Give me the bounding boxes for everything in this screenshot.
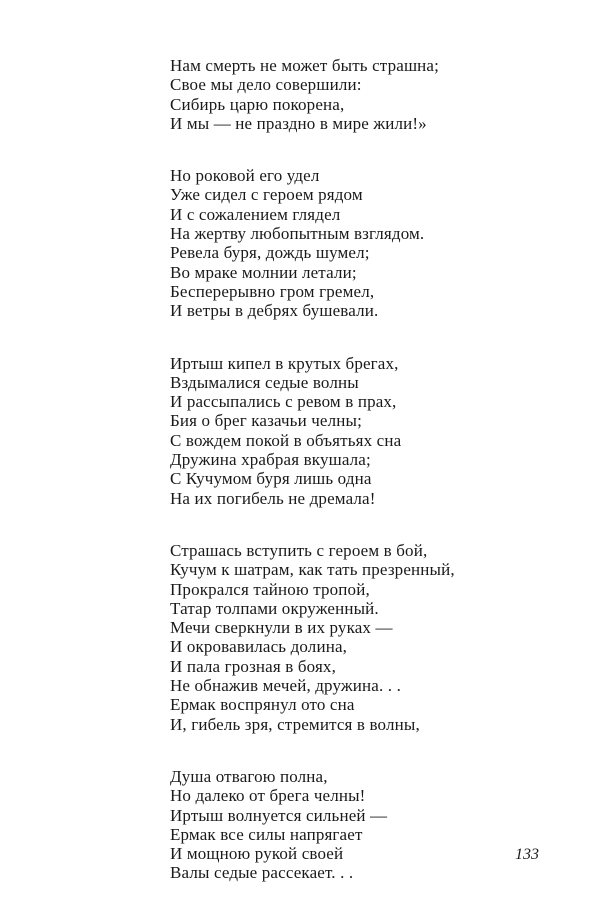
stanza-4 [170, 541, 570, 734]
poem-line: С Кучумом буря лишь одна [170, 469, 372, 489]
poem-line: Ермак все силы напрягает [170, 824, 363, 844]
poem-line: Бия о брег казачьи челны; [170, 411, 362, 431]
poem-line: Но далеко от брега челны! [170, 786, 366, 806]
poem-line: Ермак воспрянул ото сна [170, 695, 355, 715]
poem-line: Дружина храбрая вкушала; [170, 450, 371, 470]
poem-text [170, 56, 570, 916]
poem-line: Мечи сверкнули в их руках — [170, 618, 393, 638]
poem-line: Валы седые рассекает. . . [170, 863, 354, 883]
poem-line: Кучум к шатрам, как тать презренный, [170, 560, 455, 580]
poem-line: И, гибель зря, стремится в волны, [170, 714, 420, 734]
poem-line: И рассыпались с ревом в прах, [170, 392, 397, 412]
poem-line: С вождем покой в объятьях сна [170, 430, 402, 450]
stanza-1 [170, 56, 570, 133]
stanza-5 [170, 767, 570, 883]
poem-line: Уже сидел с героем рядом [170, 185, 363, 205]
poem-line: Татар толпами окруженный. [170, 598, 379, 618]
poem-line: Не обнажив мечей, дружина. . . [170, 676, 401, 696]
poem-line: Но роковой его удел [170, 166, 320, 186]
poem-line: И ветры в дебрях бушевали. [170, 301, 379, 321]
poem-line: Ревела буря, дождь шумел; [170, 243, 370, 263]
poem-line: И с сожалением глядел [170, 204, 341, 224]
poem-line: Вздымалися седые волны [170, 372, 359, 392]
poem-line: Прокрался тайною тропой, [170, 579, 370, 599]
poem-line: На жертву любопытным взглядом. [170, 224, 425, 244]
poem-line: Душа отвагою полна, [170, 766, 328, 786]
poem-line: Во мраке молнии летали; [170, 262, 357, 282]
poem-line: Страшась вступить с героем в бой, [170, 540, 428, 560]
poem-line: И мощною рукой своей [170, 844, 344, 864]
poem-line: Свое мы дело совершили: [170, 75, 362, 95]
page-number: 133 [515, 846, 539, 863]
poem-line: Иртыш кипел в крутых брегах, [170, 353, 399, 373]
poem-line: Сибирь царю покорена, [170, 94, 345, 114]
poem-line: На их погибель не дремала! [170, 488, 376, 508]
poem-line: И мы — не праздно в мире жили!» [170, 113, 427, 133]
poem-line: Бесперерывно гром гремел, [170, 281, 375, 301]
poem-line: Иртыш волнуется сильней — [170, 805, 388, 825]
poem-line: И пала грозная в боях, [170, 656, 336, 676]
poem-line: Нам смерть не может быть страшна; [170, 56, 439, 75]
stanza-2 [170, 166, 570, 320]
poem-line: И окровавилась долина, [170, 637, 348, 657]
stanza-3 [170, 354, 570, 508]
